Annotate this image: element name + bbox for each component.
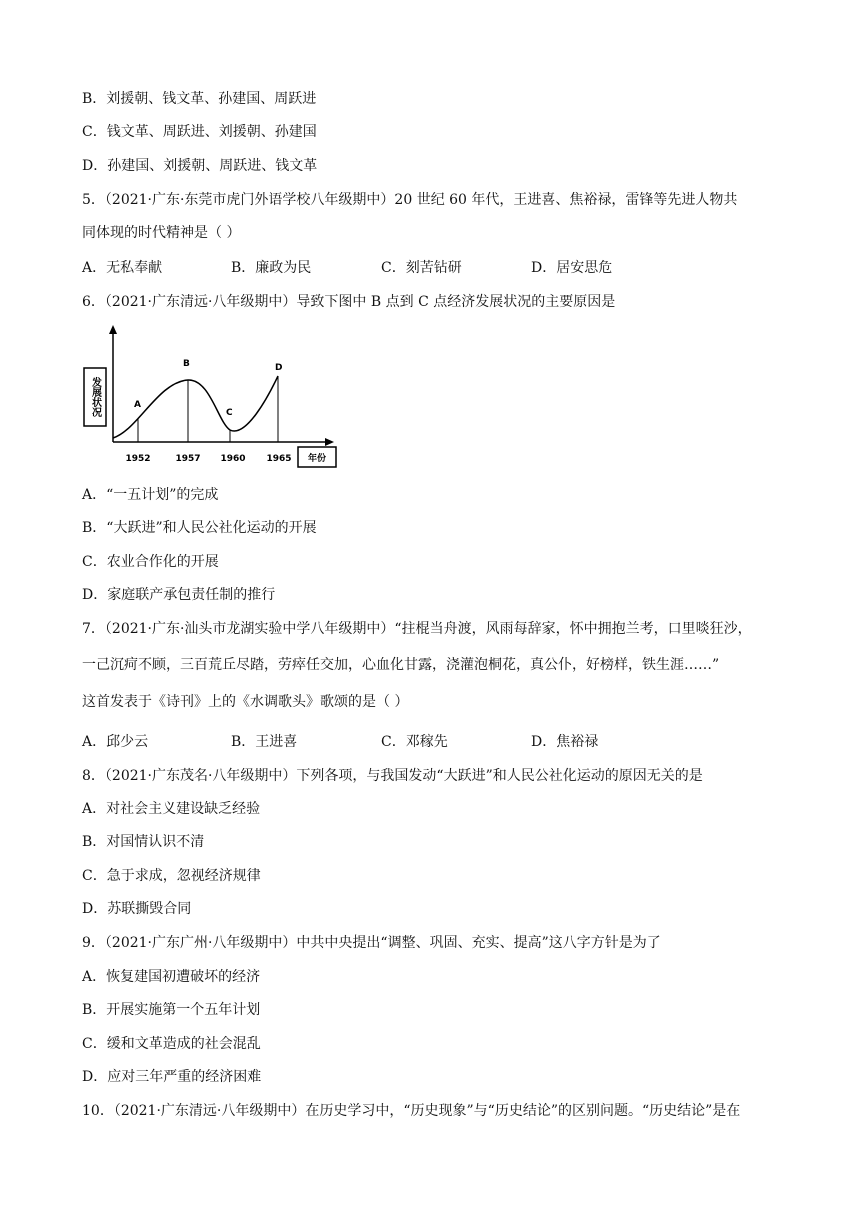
q5-option-c: C．刻苦钻研 [381,260,462,276]
q8-stem: 8．（2021·广东茂名·八年级期中）下列各项，与我国发动“大跃进”和人民公社化运动的原因无关的是 [82,768,703,784]
q9-option-b: B．开展实施第一个五年计划 [82,1002,261,1018]
q7-stem-line1: 7．（2021·广东·汕头市龙湖实验中学八年级期中）“拄棍当舟渡，风雨每辞家，怀中拥抱兰考，口里啖狂沙， [82,621,752,637]
q6-stem: 6．（2021·广东清远·八年级期中）导致下图中 B 点到 C 点经济发展状况的主要原因是 [82,294,616,310]
q7-stem-line3: 这首发表于《诗刊》上的《水调歌头》歌颂的是（ ） [82,694,409,710]
q9-option-c: C．缓和文革造成的社会混乱 [82,1036,261,1052]
q4-option-d: D．孙建国、刘援朝、周跃进、钱文革 [82,158,318,174]
q10-stem-line1: 10．（2021·广东清远·八年级期中）在历史学习中，“历史现象”与“历史结论”的区别问题。“历史结论”是在 [82,1103,741,1119]
q6-option-c: C．农业合作化的开展 [82,554,219,570]
point-label-d: D [275,363,283,373]
x-axis-arrow [325,438,334,446]
q7-option-d: D．焦裕禄 [531,734,599,750]
tick-label-1965: 1965 [266,454,292,464]
q7-option-a: A．邱少云 [82,734,149,750]
q9-option-d: D．应对三年严重的经济困难 [82,1069,262,1085]
tick-label-1952: 1952 [125,454,151,464]
q7-option-b: B．王进喜 [231,734,298,750]
y-axis-arrow [109,325,117,334]
q5-option-b: B．廉政为民 [231,260,312,276]
q4-option-c: C．钱文革、周跃进、刘援朝、孙建国 [82,124,317,140]
point-label-a: A [134,400,141,410]
q6-option-a: A．“一五计划”的完成 [82,487,219,503]
q8-option-b: B．对国情认识不清 [82,834,205,850]
point-label-c: C [226,408,233,418]
y-axis-label: 发展状况 [89,377,101,417]
q5-option-d: D．居安思危 [531,260,613,276]
q7-stem-line2: 一己沉疴不顾，三百荒丘尽踏，劳瘁任交加，心血化甘露，浇灌泡桐花，真公仆，好榜样，铁生涯……” [82,657,720,673]
tick-label-1957: 1957 [175,454,201,464]
q8-option-d: D．苏联撕毁合同 [82,901,192,917]
q9-option-a: A．恢复建国初遭破坏的经济 [82,969,261,985]
q8-option-c: C．急于求成，忽视经济规律 [82,868,261,884]
q5-option-a: A．无私奉献 [82,260,163,276]
q7-option-c: C．邓稼先 [381,734,448,750]
q8-option-a: A．对社会主义建设缺乏经验 [82,801,261,817]
economy-chart [78,322,340,472]
q5-stem-line1: 5．（2021·广东·东莞市虎门外语学校八年级期中）20 世纪 60 年代，王进喜、焦裕禄，雷锋等先进人物共 [82,192,738,208]
q6-option-d: D．家庭联产承包责任制的推行 [82,587,276,603]
q5-stem-line2: 同体现的时代精神是（ ） [82,225,241,241]
x-axis-label: 年份 [307,454,327,464]
q6-option-b: B．“大跃进”和人民公社化运动的开展 [82,520,317,536]
q9-stem: 9．（2021·广东广州·八年级期中）中共中央提出“调整、巩固、充实、提高”这八字方针是为了 [82,935,661,951]
q4-option-b: B．刘援朝、钱文革、孙建国、周跃进 [82,91,317,107]
tick-label-1960: 1960 [220,454,246,464]
point-label-b: B [183,359,190,369]
